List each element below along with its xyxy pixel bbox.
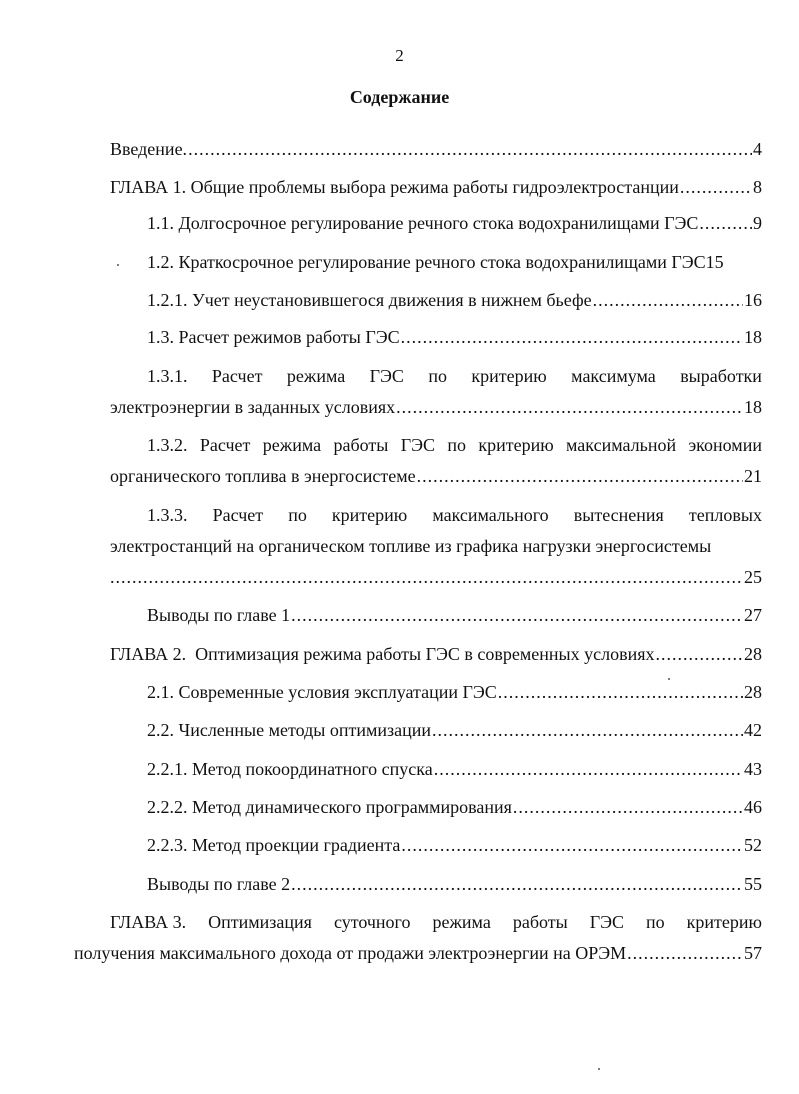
toc-entry-conclusions-1 bbox=[147, 603, 762, 627]
leader-dots bbox=[291, 872, 743, 896]
word: критерию bbox=[686, 912, 762, 932]
toc-entry-page: 9 bbox=[753, 213, 762, 233]
word: Оптимизация bbox=[208, 912, 312, 932]
toc-entry-2-2-1 bbox=[147, 757, 762, 781]
word: Расчет bbox=[199, 435, 251, 455]
leader-dots bbox=[417, 464, 743, 488]
toc-entry-1-3 bbox=[147, 325, 762, 349]
toc-entry-text: органического топлива в энергосистеме bbox=[110, 466, 416, 486]
toc-entry-page: 4 bbox=[753, 139, 762, 159]
word: по bbox=[428, 366, 447, 386]
toc-entry-2-2-2 bbox=[147, 795, 762, 819]
word: 1.3.1. bbox=[147, 366, 188, 386]
toc-entry-page: 28 bbox=[744, 644, 762, 664]
word: режима bbox=[432, 912, 491, 932]
word: ГЭС bbox=[400, 435, 435, 455]
word: работы bbox=[333, 435, 389, 455]
leader-dots bbox=[401, 325, 743, 349]
toc-entry-1-3-3-line1 bbox=[147, 503, 762, 527]
word: 1.3.2. bbox=[147, 435, 188, 455]
toc-entry-page: 18 bbox=[744, 327, 762, 347]
scan-speck bbox=[117, 264, 119, 266]
word: ГЭС bbox=[369, 366, 404, 386]
word: Расчет bbox=[211, 366, 263, 386]
toc-entry-introduction bbox=[110, 137, 762, 161]
leader-dots bbox=[110, 565, 743, 589]
toc-entry-text: ГЛАВА 1. Общие проблемы выбора режима работы гидроэлектростанции bbox=[110, 177, 679, 197]
page-title: Содержание bbox=[349, 87, 450, 107]
toc-entry-chapter-2 bbox=[110, 642, 762, 666]
word: максимальной bbox=[566, 435, 677, 455]
toc-entry-1-3-1-line2 bbox=[110, 395, 762, 419]
toc-entry-conclusions-2 bbox=[147, 872, 762, 896]
leader-dots bbox=[627, 941, 743, 965]
word: по bbox=[447, 435, 466, 455]
toc-entry-page: 16 bbox=[744, 290, 762, 310]
toc-entry-page: 57 bbox=[744, 943, 762, 963]
toc-entry-text: 2.2. Численные методы оптимизации bbox=[147, 720, 432, 740]
scan-speck bbox=[598, 1068, 600, 1070]
toc-entry-text: электроэнергии в заданных условиях bbox=[110, 397, 396, 417]
toc-entry-page: 27 bbox=[744, 605, 762, 625]
toc-entry-chapter-1 bbox=[110, 175, 762, 199]
word: экономии bbox=[688, 435, 762, 455]
toc-entry-text: ГЛАВА 2. Оптимизация режима работы ГЭС в современных условиях bbox=[110, 644, 655, 664]
word: суточного bbox=[333, 912, 411, 932]
word: вытеснения bbox=[573, 505, 664, 525]
toc-entry-text: 2.1. Современные условия эксплуатации ГЭС bbox=[147, 682, 497, 702]
scan-speck bbox=[668, 678, 670, 680]
toc-entry-text: Введение. bbox=[110, 139, 188, 159]
toc-entry-text: 1.1. Долгосрочное регулирование речного стока водохранилищами ГЭС bbox=[147, 213, 699, 233]
toc-entry-page: 18 bbox=[744, 397, 762, 417]
word: 1.3.3. bbox=[147, 505, 188, 525]
toc-entry-text: Выводы по главе 2 bbox=[147, 874, 291, 894]
toc-entry-1-1 bbox=[147, 211, 762, 235]
toc-entry-chapter-3-line2 bbox=[74, 941, 762, 965]
word: ГЛАВА 3. bbox=[110, 912, 187, 932]
toc-entry-text: Выводы по главе 1 bbox=[147, 605, 291, 625]
toc-entry-2-1 bbox=[147, 680, 762, 704]
toc-entry-chapter-3-line1 bbox=[110, 910, 762, 934]
word: критерию bbox=[478, 435, 554, 455]
leader-dots bbox=[401, 833, 743, 857]
leader-dots bbox=[699, 211, 752, 235]
toc-entry-text: 2.2.1. Метод покоординатного спуска bbox=[147, 759, 433, 779]
leader-dots bbox=[593, 288, 743, 312]
word: ГЭС bbox=[589, 912, 624, 932]
leader-dots bbox=[498, 680, 743, 704]
toc-entry-text: получения максимального дохода от продажи электроэнергии на ОРЭМ bbox=[74, 943, 627, 963]
toc-entry-text: 1.3. Расчет режимов работы ГЭС bbox=[147, 327, 400, 347]
leader-dots bbox=[434, 757, 743, 781]
toc-entry-1-3-1-line1 bbox=[147, 364, 762, 388]
leader-dots bbox=[396, 395, 743, 419]
toc-entry-1-3-3-line3 bbox=[110, 565, 762, 589]
toc-entry-text: 1.2. Краткосрочное регулирование речного стока водохранилищами ГЭС15 bbox=[147, 252, 724, 272]
toc-entry-1-3-2-line1 bbox=[147, 433, 762, 457]
toc-entry-1-2-1 bbox=[147, 288, 762, 312]
leader-dots bbox=[291, 603, 743, 627]
toc-entry-page: 55 bbox=[744, 874, 762, 894]
toc-entry-page: 42 bbox=[744, 720, 762, 740]
leader-dots bbox=[432, 718, 743, 742]
toc-entry-page: 46 bbox=[744, 797, 762, 817]
toc-entry-text: 2.2.2. Метод динамического программирования bbox=[147, 797, 512, 817]
toc-entry-text: электростанций на органическом топливе из графика нагрузки энергосистемы bbox=[110, 536, 712, 556]
toc-entry-page: 8 bbox=[753, 177, 762, 197]
word: режима bbox=[286, 366, 346, 386]
leader-dots bbox=[188, 137, 752, 161]
toc-entry-text: 1.2.1. Учет неустановившегося движения в нижнем бьефе bbox=[147, 290, 592, 310]
toc-entry-2-2-3 bbox=[147, 833, 762, 857]
toc-entry-1-3-2-line2 bbox=[110, 464, 762, 488]
toc-entry-1-3-3-line2 bbox=[110, 534, 762, 558]
page-number: 2 bbox=[395, 46, 404, 65]
word: критерию bbox=[471, 366, 547, 386]
word: Расчет bbox=[212, 505, 264, 525]
leader-dots bbox=[680, 175, 752, 199]
word: критерию bbox=[331, 505, 408, 525]
word: по bbox=[646, 912, 665, 932]
word: режима bbox=[262, 435, 322, 455]
word: максимального bbox=[432, 505, 549, 525]
word: работы bbox=[512, 912, 568, 932]
toc-entry-page: 52 bbox=[744, 835, 762, 855]
toc-entry-1-2 bbox=[147, 250, 762, 274]
word: тепловых bbox=[688, 505, 762, 525]
toc-entry-page: 21 bbox=[744, 466, 762, 486]
word: выработки bbox=[680, 366, 762, 386]
word: максимума bbox=[571, 366, 656, 386]
toc-entry-page: 28 bbox=[744, 682, 762, 702]
toc-entry-text: 2.2.3. Метод проекции градиента bbox=[147, 835, 401, 855]
toc-entry-page: 25 bbox=[744, 567, 762, 587]
toc-entry-2-2 bbox=[147, 718, 762, 742]
leader-dots bbox=[656, 642, 743, 666]
toc-entry-page: 43 bbox=[744, 759, 762, 779]
word: по bbox=[288, 505, 307, 525]
leader-dots bbox=[513, 795, 743, 819]
